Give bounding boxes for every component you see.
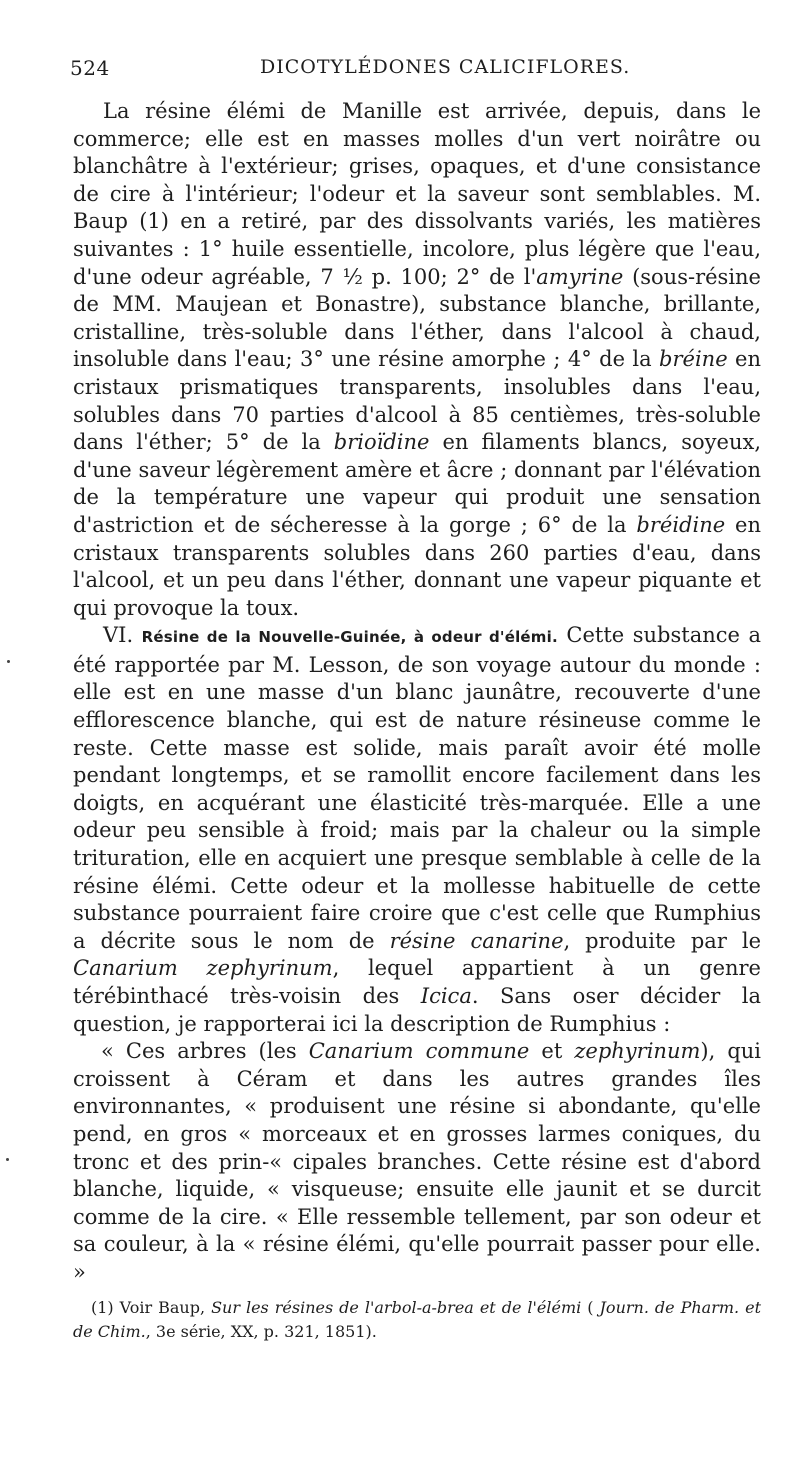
paragraph-nouvelle-guinee: VI. Résine de la Nouvelle-Guinée, à odeur d'élémi. Cette substance a été rapportée par M. Lesson, de son voyage autour du monde : elle est en une masse d'un blanc jaunâtre, recouverte d'une efflorescence blanche, qui est de nature résineuse comme le reste. Cette masse est solide, mais paraît avoir été molle pendant longtemps, et se ramollit encore facilement dans les doigts, en acquérant une élasticité très-marquée. Elle a une odeur peu sensible à froid; mais par la chaleur ou la simple trituration, elle en acquiert une presque semblable à celle de la résine élémi. Cette odeur et la mollesse habituelle de cette substance pourraient faire croire que c'est celle que Rumphius a décrite sous le nom de résine canarine, produite par le Canarium zephyrinum, lequel appartient à un genre térébinthacé très-voisin des Icica. Sans oser décider la question, je rapporterai ici la description de Rumphius : [73, 623, 761, 1036]
margin-speck [6, 1158, 9, 1161]
page-header [70, 56, 760, 86]
paragraph-elemi-manille: La résine élémi de Manille est arrivée, depuis, dans le commerce; elle est en masses molles d'un vert noirâtre ou blanchâtre à l'extérieur; grises, opaques, et d'une consistance de cire à l'intérieur; l'odeur et la saveur sont semblables. M. Baup (1) en a retiré, par des dissolvants variés, les matières suivantes : 1° huile essentielle, incolore, plus légère que l'eau, d'une odeur agréable, 7 ½ p. 100; 2° de l'amyrine (sous-résine de MM. Maujean et Bonastre), substance blanche, brillante, cristalline, très-soluble dans l'éther, dans l'alcool à chaud, insoluble dans l'eau; 3° une résine amorphe ; 4° de la bréine en cristaux prismatiques transparents, insolubles dans l'eau, solubles dans 70 parties d'alcool à 85 centièmes, très-soluble dans l'éther; 5° de la brioïdine en filaments blancs, soyeux, d'une saveur légèrement amère et âcre ; donnant par l'élévation de la température une vapeur qui produit une sensation d'astriction et de sécheresse à la gorge ; 6° de la bréidine en cristaux transparents solubles dans 260 parties d'eau, dans l'alcool, et un peu dans l'éther, donnant une vapeur piquante et qui provoque la toux. [73, 99, 761, 620]
quotation-rumphius: « Ces arbres (les Canarium commune et zephyrinum), qui croissent à Céram et dans les autres grandes îles environnantes, « produisent une résine si abondante, qu'elle pend, en gros « morceaux et en grosses larmes coniques, du tronc et des prin-« cipales branches. Cette résine est d'abord blanche, liquide, « visqueuse; ensuite elle jaunit et se durcit comme de la cire. « Elle ressemble tellement, par son odeur et sa couleur, à la « résine élémi, qu'elle pourrait passer pour elle. » [73, 1039, 762, 1284]
footnote: (1) Voir Baup, Sur les résines de l'arbol-a-brea et de l'élémi ( Journ. de Pharm. et de Chim., 3e série, XX, p. 321, 1851). [73, 1298, 762, 1341]
section-number: VI. [103, 623, 134, 648]
page-number: 524 [70, 56, 110, 80]
body-text [73, 98, 761, 1287]
section-heading: Résine de la Nouvelle-Guinée, à odeur d'élémi. [141, 628, 558, 647]
running-head: DICOTYLÉDONES CALICIFLORES. [260, 56, 631, 78]
margin-speck [7, 660, 10, 663]
